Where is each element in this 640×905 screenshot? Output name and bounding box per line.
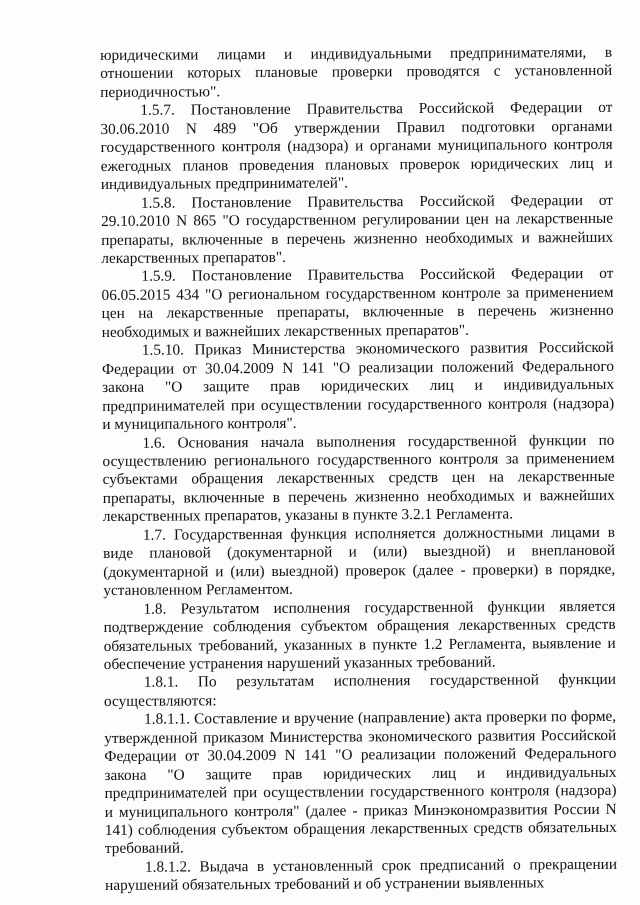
- paragraph-1-8: 1.8. Результатом исполнения государственной функции является подтверждение соблюдения субъектом обращения лекарственных средств обязательных требований, указанных в пункте 1.2 Регламента, выявление и обеспечение устранения нарушений указанных требований.: [103, 597, 616, 673]
- paragraph-1-5-7: 1.5.7. Постановление Правительства Российской Федерации от 30.06.2010 N 489 "Об утверждении Правил подготовки органами государственного контроля (надзора) и органами муниципального контроля ежегодных планов проведения плановых проверок юридических лиц и индивидуальных предпринимателей".: [100, 99, 613, 194]
- document-body: [100, 44, 617, 896]
- paragraph-1-5-8: 1.5.8. Постановление Правительства Российской Федерации от 29.10.2010 N 865 "О государственном регулировании цен на лекарственные препараты, включенные в перечень жизненно необходимых и важнейших лекарственных препаратов".: [101, 191, 614, 267]
- paragraph-1-5-10: 1.5.10. Приказ Министерства экономического развития Российской Федерации от 30.04.2009 N 141 "О реализации положений Федерального закона "О защите прав юридических лиц и индивидуальных предпринимателей при осуществлении государственного контроля (надзора) и муниципального контроля".: [101, 339, 615, 434]
- paragraph-1-8-1-2: 1.8.1.2. Выдача в установленный срок предписаний о прекращении нарушений обязательных требований и об устранении выявленных: [105, 855, 618, 895]
- paragraph-1-8-1-1: 1.8.1.1. Составление и вручение (направление) акта проверки по форме, утвержденной приказом Министерства экономического развития Российской Федерации от 30.04.2009 N 141 "О реализации положений Федерального закона "О защите прав юридических лиц и индивидуальных предпринимателей при осуществлении государственного контроля (надзора) и муниципального контроля" (далее - приказ Минэкономразвития России N 141) соблюдения субъектом обращения лекарственных средств обязательных требований.: [104, 708, 617, 858]
- paragraph-continuation: юридическими лицами и индивидуальными предпринимателями, в отношении которых плановые проверки проводятся с установленной периодичностью".: [100, 43, 613, 101]
- paragraph-1-5-9: 1.5.9. Постановление Правительства Российской Федерации от 06.05.2015 434 "О региональном государственном контроле за применением цен на лекарственные препараты, включенные в перечень жизненно необходимых и важнейших лекарственных препаратов".: [101, 265, 614, 341]
- paragraph-1-6: 1.6. Основания начала выполнения государственной функции по осуществлению регионального государственного контроля за применением субъектами обращения лекарственных средств цен на лекарственные препараты, включенные в перечень жизненно необходимых и важнейших лекарственных препаратов, указаны в пункте 3.2.1 Регламента.: [102, 431, 615, 526]
- paragraph-1-7: 1.7. Государственная функция исполняется должностными лицами в виде плановой (документарной и (или) выездной) и внеплановой (документарной и (или) выездной) проверок (далее - проверки) в порядке, установленном Регламентом.: [103, 523, 616, 600]
- paragraph-1-8-1: 1.8.1. По результатам исполнения государственной функции осуществляются:: [103, 671, 616, 710]
